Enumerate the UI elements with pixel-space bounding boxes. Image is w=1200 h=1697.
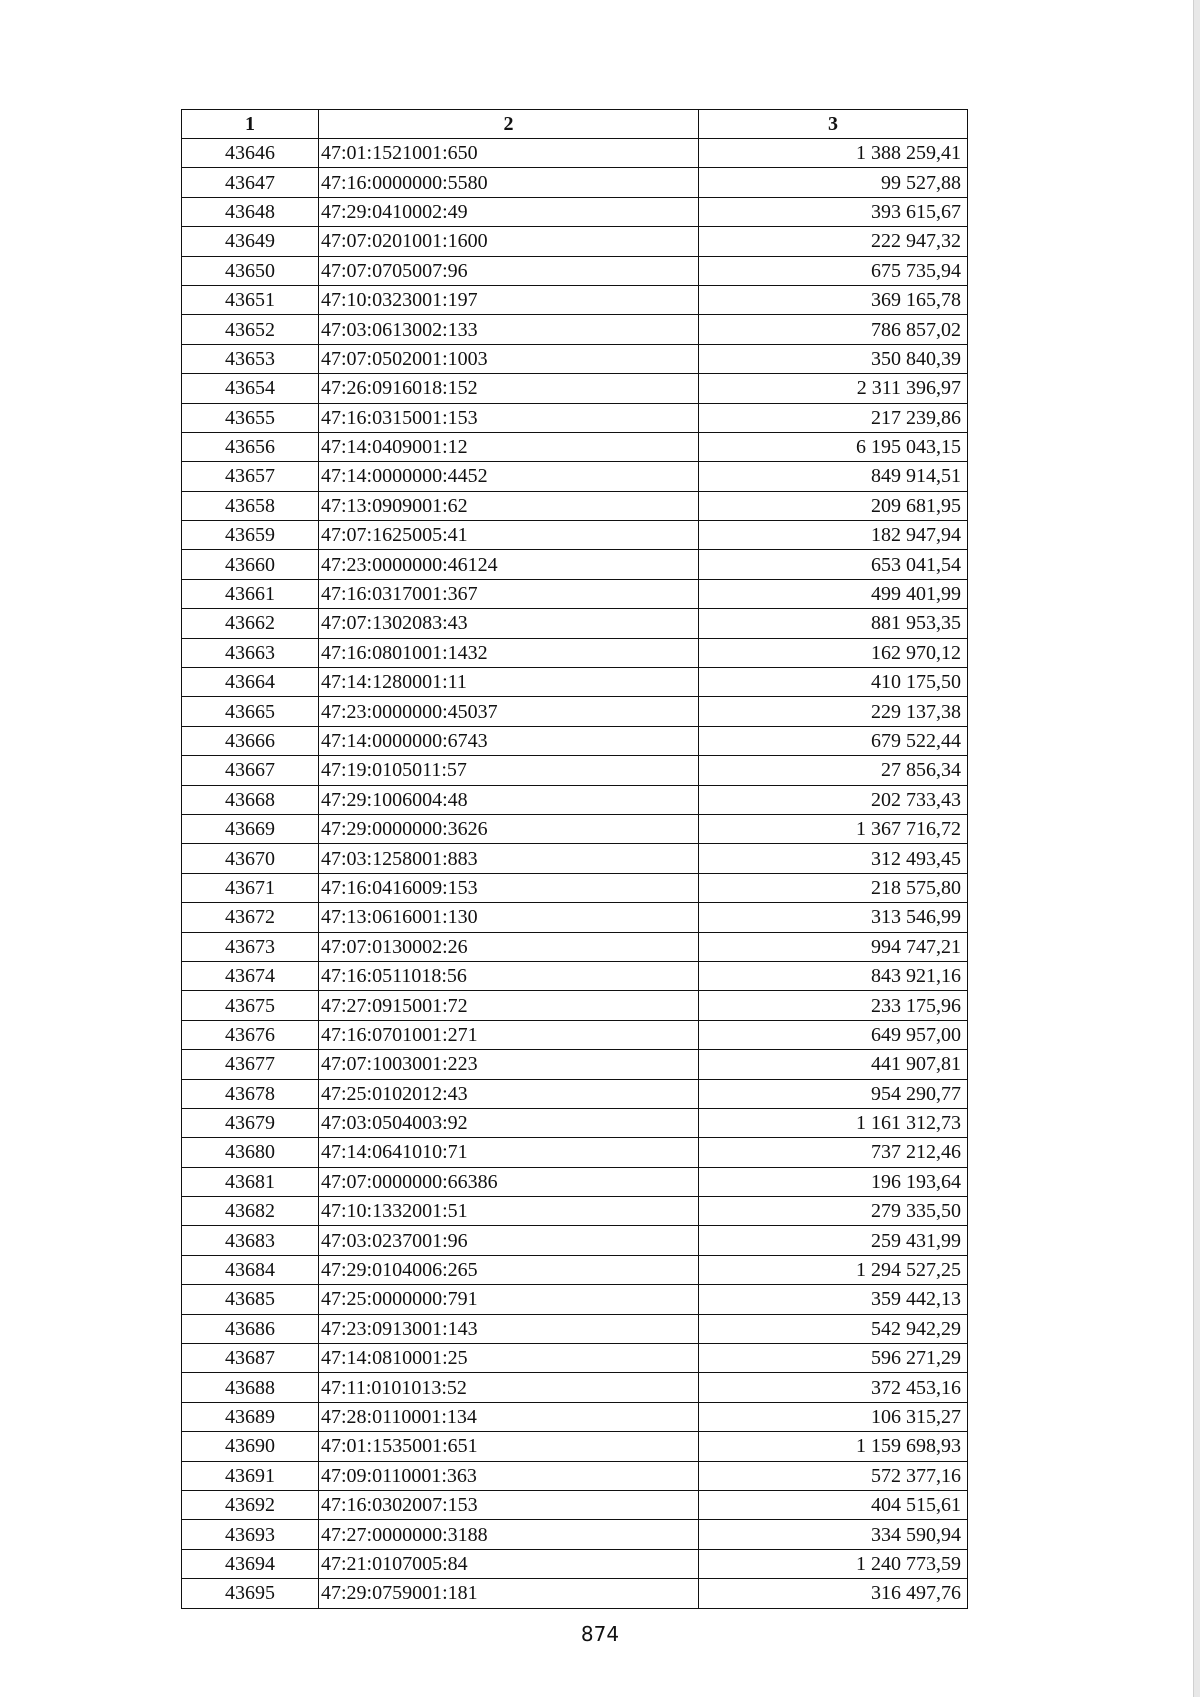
- cadastral-number-cell: 47:16:0317001:367: [319, 579, 699, 608]
- row-number-cell: 43673: [182, 932, 319, 961]
- value-cell: 182 947,94: [699, 521, 968, 550]
- row-number-cell: 43684: [182, 1255, 319, 1284]
- value-cell: 393 615,67: [699, 197, 968, 226]
- cadastral-number-cell: 47:29:0000000:3626: [319, 814, 699, 843]
- table-row: [182, 903, 968, 932]
- row-number-cell: 43677: [182, 1050, 319, 1079]
- data-table: [181, 109, 968, 1609]
- value-cell: 99 527,88: [699, 168, 968, 197]
- table-row: [182, 1490, 968, 1519]
- row-number-cell: 43651: [182, 285, 319, 314]
- value-cell: 1 159 698,93: [699, 1432, 968, 1461]
- row-number-cell: 43672: [182, 903, 319, 932]
- value-cell: 359 442,13: [699, 1285, 968, 1314]
- value-cell: 313 546,99: [699, 903, 968, 932]
- value-cell: 737 212,46: [699, 1138, 968, 1167]
- row-number-cell: 43663: [182, 638, 319, 667]
- table-row: [182, 1344, 968, 1373]
- table-row: [182, 1461, 968, 1490]
- cadastral-number-cell: 47:07:0201001:1600: [319, 227, 699, 256]
- row-number-cell: 43695: [182, 1579, 319, 1608]
- cadastral-number-cell: 47:07:1302083:43: [319, 609, 699, 638]
- table-row: [182, 609, 968, 638]
- row-number-cell: 43675: [182, 991, 319, 1020]
- value-cell: 954 290,77: [699, 1079, 968, 1108]
- row-number-cell: 43683: [182, 1226, 319, 1255]
- table-row: [182, 785, 968, 814]
- value-cell: 786 857,02: [699, 315, 968, 344]
- table-row: [182, 1549, 968, 1578]
- table-row: [182, 1520, 968, 1549]
- row-number-cell: 43686: [182, 1314, 319, 1343]
- value-cell: 404 515,61: [699, 1490, 968, 1519]
- value-cell: 410 175,50: [699, 668, 968, 697]
- row-number-cell: 43649: [182, 227, 319, 256]
- value-cell: 572 377,16: [699, 1461, 968, 1490]
- row-number-cell: 43646: [182, 139, 319, 168]
- value-cell: 649 957,00: [699, 1020, 968, 1049]
- row-number-cell: 43659: [182, 521, 319, 550]
- row-number-cell: 43678: [182, 1079, 319, 1108]
- value-cell: 441 907,81: [699, 1050, 968, 1079]
- table-row: [182, 227, 968, 256]
- value-cell: 372 453,16: [699, 1373, 968, 1402]
- table-row: [182, 197, 968, 226]
- row-number-cell: 43688: [182, 1373, 319, 1402]
- value-cell: 1 240 773,59: [699, 1549, 968, 1578]
- row-number-cell: 43653: [182, 344, 319, 373]
- cadastral-number-cell: 47:14:0000000:6743: [319, 726, 699, 755]
- cadastral-number-cell: 47:14:0641010:71: [319, 1138, 699, 1167]
- table-row: [182, 961, 968, 990]
- value-cell: 209 681,95: [699, 491, 968, 520]
- value-cell: 316 497,76: [699, 1579, 968, 1608]
- row-number-cell: 43682: [182, 1197, 319, 1226]
- table-row: [182, 1314, 968, 1343]
- table-row: [182, 285, 968, 314]
- value-cell: 233 175,96: [699, 991, 968, 1020]
- cadastral-number-cell: 47:29:0410002:49: [319, 197, 699, 226]
- table-row: [182, 1285, 968, 1314]
- cadastral-number-cell: 47:29:0104006:265: [319, 1255, 699, 1284]
- table-row: [182, 521, 968, 550]
- row-number-cell: 43647: [182, 168, 319, 197]
- cadastral-number-cell: 47:03:0613002:133: [319, 315, 699, 344]
- row-number-cell: 43655: [182, 403, 319, 432]
- cadastral-number-cell: 47:14:0409001:12: [319, 432, 699, 461]
- row-number-cell: 43650: [182, 256, 319, 285]
- cadastral-number-cell: 47:10:1332001:51: [319, 1197, 699, 1226]
- cadastral-number-cell: 47:07:0130002:26: [319, 932, 699, 961]
- table-row: [182, 844, 968, 873]
- cadastral-number-cell: 47:16:0315001:153: [319, 403, 699, 432]
- cadastral-number-cell: 47:16:0302007:153: [319, 1490, 699, 1519]
- page-edge: [1193, 0, 1200, 1697]
- table-row: [182, 344, 968, 373]
- table-row: [182, 756, 968, 785]
- table-row: [182, 1226, 968, 1255]
- value-cell: 499 401,99: [699, 579, 968, 608]
- table-header-row: [182, 110, 968, 139]
- cadastral-number-cell: 47:19:0105011:57: [319, 756, 699, 785]
- cadastral-number-cell: 47:13:0909001:62: [319, 491, 699, 520]
- cadastral-number-cell: 47:13:0616001:130: [319, 903, 699, 932]
- cadastral-number-cell: 47:09:0110001:363: [319, 1461, 699, 1490]
- table-row: [182, 403, 968, 432]
- cadastral-number-cell: 47:26:0916018:152: [319, 374, 699, 403]
- value-cell: 1 161 312,73: [699, 1108, 968, 1137]
- row-number-cell: 43679: [182, 1108, 319, 1137]
- table-row: [182, 374, 968, 403]
- cadastral-number-cell: 47:16:0511018:56: [319, 961, 699, 990]
- row-number-cell: 43665: [182, 697, 319, 726]
- row-number-cell: 43670: [182, 844, 319, 873]
- table-row: [182, 638, 968, 667]
- cadastral-number-cell: 47:01:1535001:651: [319, 1432, 699, 1461]
- table-row: [182, 168, 968, 197]
- value-cell: 653 041,54: [699, 550, 968, 579]
- cadastral-number-cell: 47:14:0810001:25: [319, 1344, 699, 1373]
- value-cell: 675 735,94: [699, 256, 968, 285]
- table-row: [182, 315, 968, 344]
- table-row: [182, 668, 968, 697]
- row-number-cell: 43687: [182, 1344, 319, 1373]
- cadastral-number-cell: 47:14:1280001:11: [319, 668, 699, 697]
- value-cell: 6 195 043,15: [699, 432, 968, 461]
- value-cell: 334 590,94: [699, 1520, 968, 1549]
- column-header-3: 3: [699, 110, 968, 139]
- table-row: [182, 932, 968, 961]
- row-number-cell: 43674: [182, 961, 319, 990]
- cadastral-number-cell: 47:25:0000000:791: [319, 1285, 699, 1314]
- cadastral-number-cell: 47:28:0110001:134: [319, 1402, 699, 1431]
- row-number-cell: 43690: [182, 1432, 319, 1461]
- value-cell: 542 942,29: [699, 1314, 968, 1343]
- table-row: [182, 1050, 968, 1079]
- row-number-cell: 43660: [182, 550, 319, 579]
- row-number-cell: 43685: [182, 1285, 319, 1314]
- table-row: [182, 491, 968, 520]
- row-number-cell: 43671: [182, 873, 319, 902]
- value-cell: 1 367 716,72: [699, 814, 968, 843]
- cadastral-number-cell: 47:21:0107005:84: [319, 1549, 699, 1578]
- value-cell: 1 294 527,25: [699, 1255, 968, 1284]
- table-row: [182, 1167, 968, 1196]
- value-cell: 27 856,34: [699, 756, 968, 785]
- table-row: [182, 991, 968, 1020]
- row-number-cell: 43676: [182, 1020, 319, 1049]
- value-cell: 843 921,16: [699, 961, 968, 990]
- table-row: [182, 1432, 968, 1461]
- value-cell: 279 335,50: [699, 1197, 968, 1226]
- row-number-cell: 43691: [182, 1461, 319, 1490]
- cadastral-number-cell: 47:16:0416009:153: [319, 873, 699, 902]
- cadastral-number-cell: 47:27:0915001:72: [319, 991, 699, 1020]
- table-body: [182, 139, 968, 1609]
- table-row: [182, 1255, 968, 1284]
- table-row: [182, 1108, 968, 1137]
- table-row: [182, 579, 968, 608]
- row-number-cell: 43689: [182, 1402, 319, 1431]
- table-row: [182, 139, 968, 168]
- value-cell: 849 914,51: [699, 462, 968, 491]
- cadastral-number-cell: 47:29:0759001:181: [319, 1579, 699, 1608]
- value-cell: 596 271,29: [699, 1344, 968, 1373]
- row-number-cell: 43661: [182, 579, 319, 608]
- row-number-cell: 43654: [182, 374, 319, 403]
- value-cell: 1 388 259,41: [699, 139, 968, 168]
- value-cell: 881 953,35: [699, 609, 968, 638]
- row-number-cell: 43666: [182, 726, 319, 755]
- cadastral-number-cell: 47:07:0502001:1003: [319, 344, 699, 373]
- row-number-cell: 43648: [182, 197, 319, 226]
- cadastral-number-cell: 47:23:0000000:45037: [319, 697, 699, 726]
- row-number-cell: 43681: [182, 1167, 319, 1196]
- table-row: [182, 550, 968, 579]
- value-cell: 229 137,38: [699, 697, 968, 726]
- row-number-cell: 43662: [182, 609, 319, 638]
- table-row: [182, 1079, 968, 1108]
- table-row: [182, 432, 968, 461]
- row-number-cell: 43664: [182, 668, 319, 697]
- row-number-cell: 43668: [182, 785, 319, 814]
- value-cell: 222 947,32: [699, 227, 968, 256]
- table-row: [182, 1020, 968, 1049]
- cadastral-number-cell: 47:03:1258001:883: [319, 844, 699, 873]
- row-number-cell: 43658: [182, 491, 319, 520]
- value-cell: 106 315,27: [699, 1402, 968, 1431]
- row-number-cell: 43669: [182, 814, 319, 843]
- cadastral-number-cell: 47:07:1003001:223: [319, 1050, 699, 1079]
- cadastral-number-cell: 47:07:0705007:96: [319, 256, 699, 285]
- row-number-cell: 43657: [182, 462, 319, 491]
- cadastral-number-cell: 47:07:1625005:41: [319, 521, 699, 550]
- row-number-cell: 43692: [182, 1490, 319, 1519]
- table-row: [182, 726, 968, 755]
- table-row: [182, 462, 968, 491]
- value-cell: 994 747,21: [699, 932, 968, 961]
- cadastral-number-cell: 47:25:0102012:43: [319, 1079, 699, 1108]
- table-row: [182, 1373, 968, 1402]
- table-row: [182, 1402, 968, 1431]
- cadastral-number-cell: 47:29:1006004:48: [319, 785, 699, 814]
- value-cell: 162 970,12: [699, 638, 968, 667]
- cadastral-number-cell: 47:14:0000000:4452: [319, 462, 699, 491]
- value-cell: 350 840,39: [699, 344, 968, 373]
- cadastral-number-cell: 47:16:0801001:1432: [319, 638, 699, 667]
- table-row: [182, 697, 968, 726]
- table-row: [182, 1197, 968, 1226]
- value-cell: 369 165,78: [699, 285, 968, 314]
- column-header-1: 1: [182, 110, 319, 139]
- value-cell: 202 733,43: [699, 785, 968, 814]
- row-number-cell: 43693: [182, 1520, 319, 1549]
- table-row: [182, 873, 968, 902]
- row-number-cell: 43652: [182, 315, 319, 344]
- value-cell: 2 311 396,97: [699, 374, 968, 403]
- cadastral-number-cell: 47:11:0101013:52: [319, 1373, 699, 1402]
- cadastral-number-cell: 47:27:0000000:3188: [319, 1520, 699, 1549]
- page-number: 874: [580, 1622, 620, 1646]
- row-number-cell: 43680: [182, 1138, 319, 1167]
- value-cell: 218 575,80: [699, 873, 968, 902]
- row-number-cell: 43667: [182, 756, 319, 785]
- value-cell: 312 493,45: [699, 844, 968, 873]
- table-row: [182, 814, 968, 843]
- cadastral-number-cell: 47:07:0000000:66386: [319, 1167, 699, 1196]
- cadastral-number-cell: 47:16:0701001:271: [319, 1020, 699, 1049]
- row-number-cell: 43656: [182, 432, 319, 461]
- cadastral-number-cell: 47:23:0000000:46124: [319, 550, 699, 579]
- table-row: [182, 1579, 968, 1608]
- value-cell: 196 193,64: [699, 1167, 968, 1196]
- cadastral-number-cell: 47:16:0000000:5580: [319, 168, 699, 197]
- value-cell: 259 431,99: [699, 1226, 968, 1255]
- column-header-2: 2: [319, 110, 699, 139]
- table-row: [182, 1138, 968, 1167]
- value-cell: 679 522,44: [699, 726, 968, 755]
- table-row: [182, 256, 968, 285]
- cadastral-number-cell: 47:01:1521001:650: [319, 139, 699, 168]
- row-number-cell: 43694: [182, 1549, 319, 1578]
- cadastral-number-cell: 47:23:0913001:143: [319, 1314, 699, 1343]
- value-cell: 217 239,86: [699, 403, 968, 432]
- cadastral-number-cell: 47:03:0504003:92: [319, 1108, 699, 1137]
- cadastral-number-cell: 47:10:0323001:197: [319, 285, 699, 314]
- cadastral-number-cell: 47:03:0237001:96: [319, 1226, 699, 1255]
